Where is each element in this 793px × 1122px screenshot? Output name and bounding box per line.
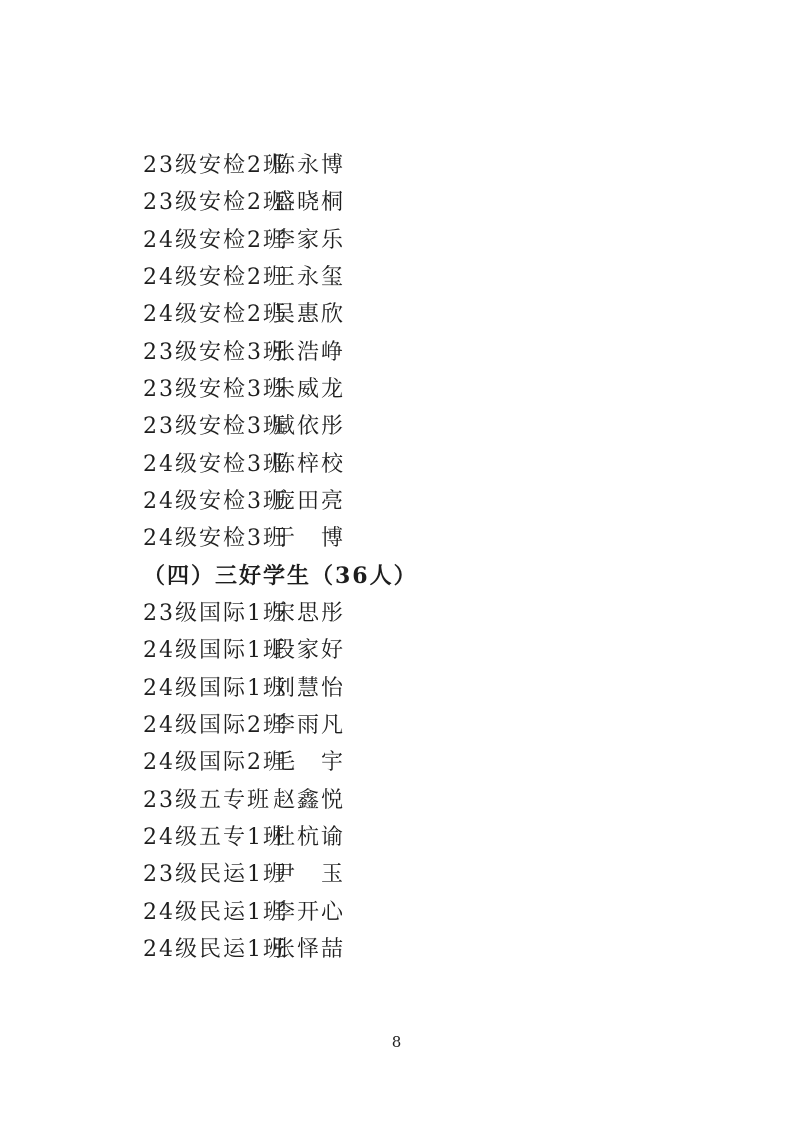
- class-label: 23级国际1班: [143, 600, 287, 626]
- student-row: [143, 296, 418, 333]
- student-name: 赵鑫悦: [273, 787, 346, 813]
- student-name: 庞田亮: [273, 488, 346, 514]
- student-name: 王永玺: [273, 264, 346, 290]
- student-row: [143, 184, 418, 221]
- student-name: 毛 宇: [273, 750, 346, 776]
- student-row: [143, 670, 418, 707]
- student-row: [143, 334, 418, 371]
- class-label: 23级安检2班: [143, 153, 287, 178]
- class-label: 23级安检3班: [143, 339, 287, 365]
- class-label: 24级国际2班: [143, 750, 287, 776]
- student-row: [143, 147, 418, 184]
- student-name: 陈梓校: [273, 451, 346, 477]
- class-label: 24级民运1班: [143, 936, 287, 962]
- class-label: 24级安检2班: [143, 227, 287, 253]
- class-label: 23级民运1班: [143, 862, 287, 888]
- student-name: 李家乐: [273, 227, 346, 253]
- class-label: 24级国际2班: [143, 712, 287, 738]
- student-row: [143, 819, 418, 856]
- student-row: [143, 259, 418, 296]
- student-row: [143, 744, 418, 781]
- class-label: 24级安检3班: [143, 488, 287, 514]
- student-name: 于 博: [273, 526, 346, 552]
- student-row: [143, 931, 418, 968]
- class-label: 23级安检3班: [143, 376, 287, 402]
- student-row: [143, 707, 418, 744]
- student-row: [143, 371, 418, 408]
- section-heading: （四）三好学生（36人）: [143, 562, 418, 589]
- student-name: 尹 玉: [273, 862, 346, 888]
- student-row: [143, 446, 418, 483]
- class-label: 24级安检2班: [143, 302, 287, 328]
- student-name: 吴惠欣: [273, 302, 346, 328]
- class-label: 24级国际1班: [143, 675, 287, 701]
- student-row: [143, 408, 418, 445]
- student-row: [143, 856, 418, 893]
- class-label: 24级国际1班: [143, 638, 287, 664]
- student-row: [143, 520, 418, 557]
- student-row: [143, 782, 418, 819]
- class-label: 23级五专班: [143, 787, 271, 813]
- student-name: 张怿喆: [273, 936, 346, 962]
- student-name: 杜杭谕: [273, 824, 346, 850]
- class-label: 24级民运1班: [143, 899, 287, 925]
- student-name: 臧依彤: [273, 414, 346, 440]
- student-row: [143, 595, 418, 632]
- student-row: [143, 632, 418, 669]
- student-name: 朱威龙: [273, 376, 346, 402]
- student-name: 李雨凡: [273, 712, 346, 738]
- student-name: 刘慧怡: [273, 675, 346, 701]
- student-name: 李开心: [273, 899, 346, 925]
- student-name: 张浩峥: [273, 339, 346, 365]
- class-label: 23级安检2班: [143, 190, 287, 216]
- student-name: 陈永博: [273, 153, 346, 178]
- class-label: 24级五专1班: [143, 824, 287, 850]
- class-label: 23级安检3班: [143, 414, 287, 440]
- student-row: [143, 222, 418, 259]
- class-label: 24级安检3班: [143, 526, 287, 552]
- student-name: 段家好: [273, 638, 346, 664]
- class-label: 24级安检3班: [143, 451, 287, 477]
- student-name: 宋思彤: [273, 600, 346, 626]
- student-row: [143, 894, 418, 931]
- student-list: [143, 147, 418, 968]
- page-number: 8: [391, 1033, 402, 1051]
- student-row: [143, 483, 418, 520]
- class-label: 24级安检2班: [143, 264, 287, 290]
- student-name: 盛晓桐: [273, 190, 346, 216]
